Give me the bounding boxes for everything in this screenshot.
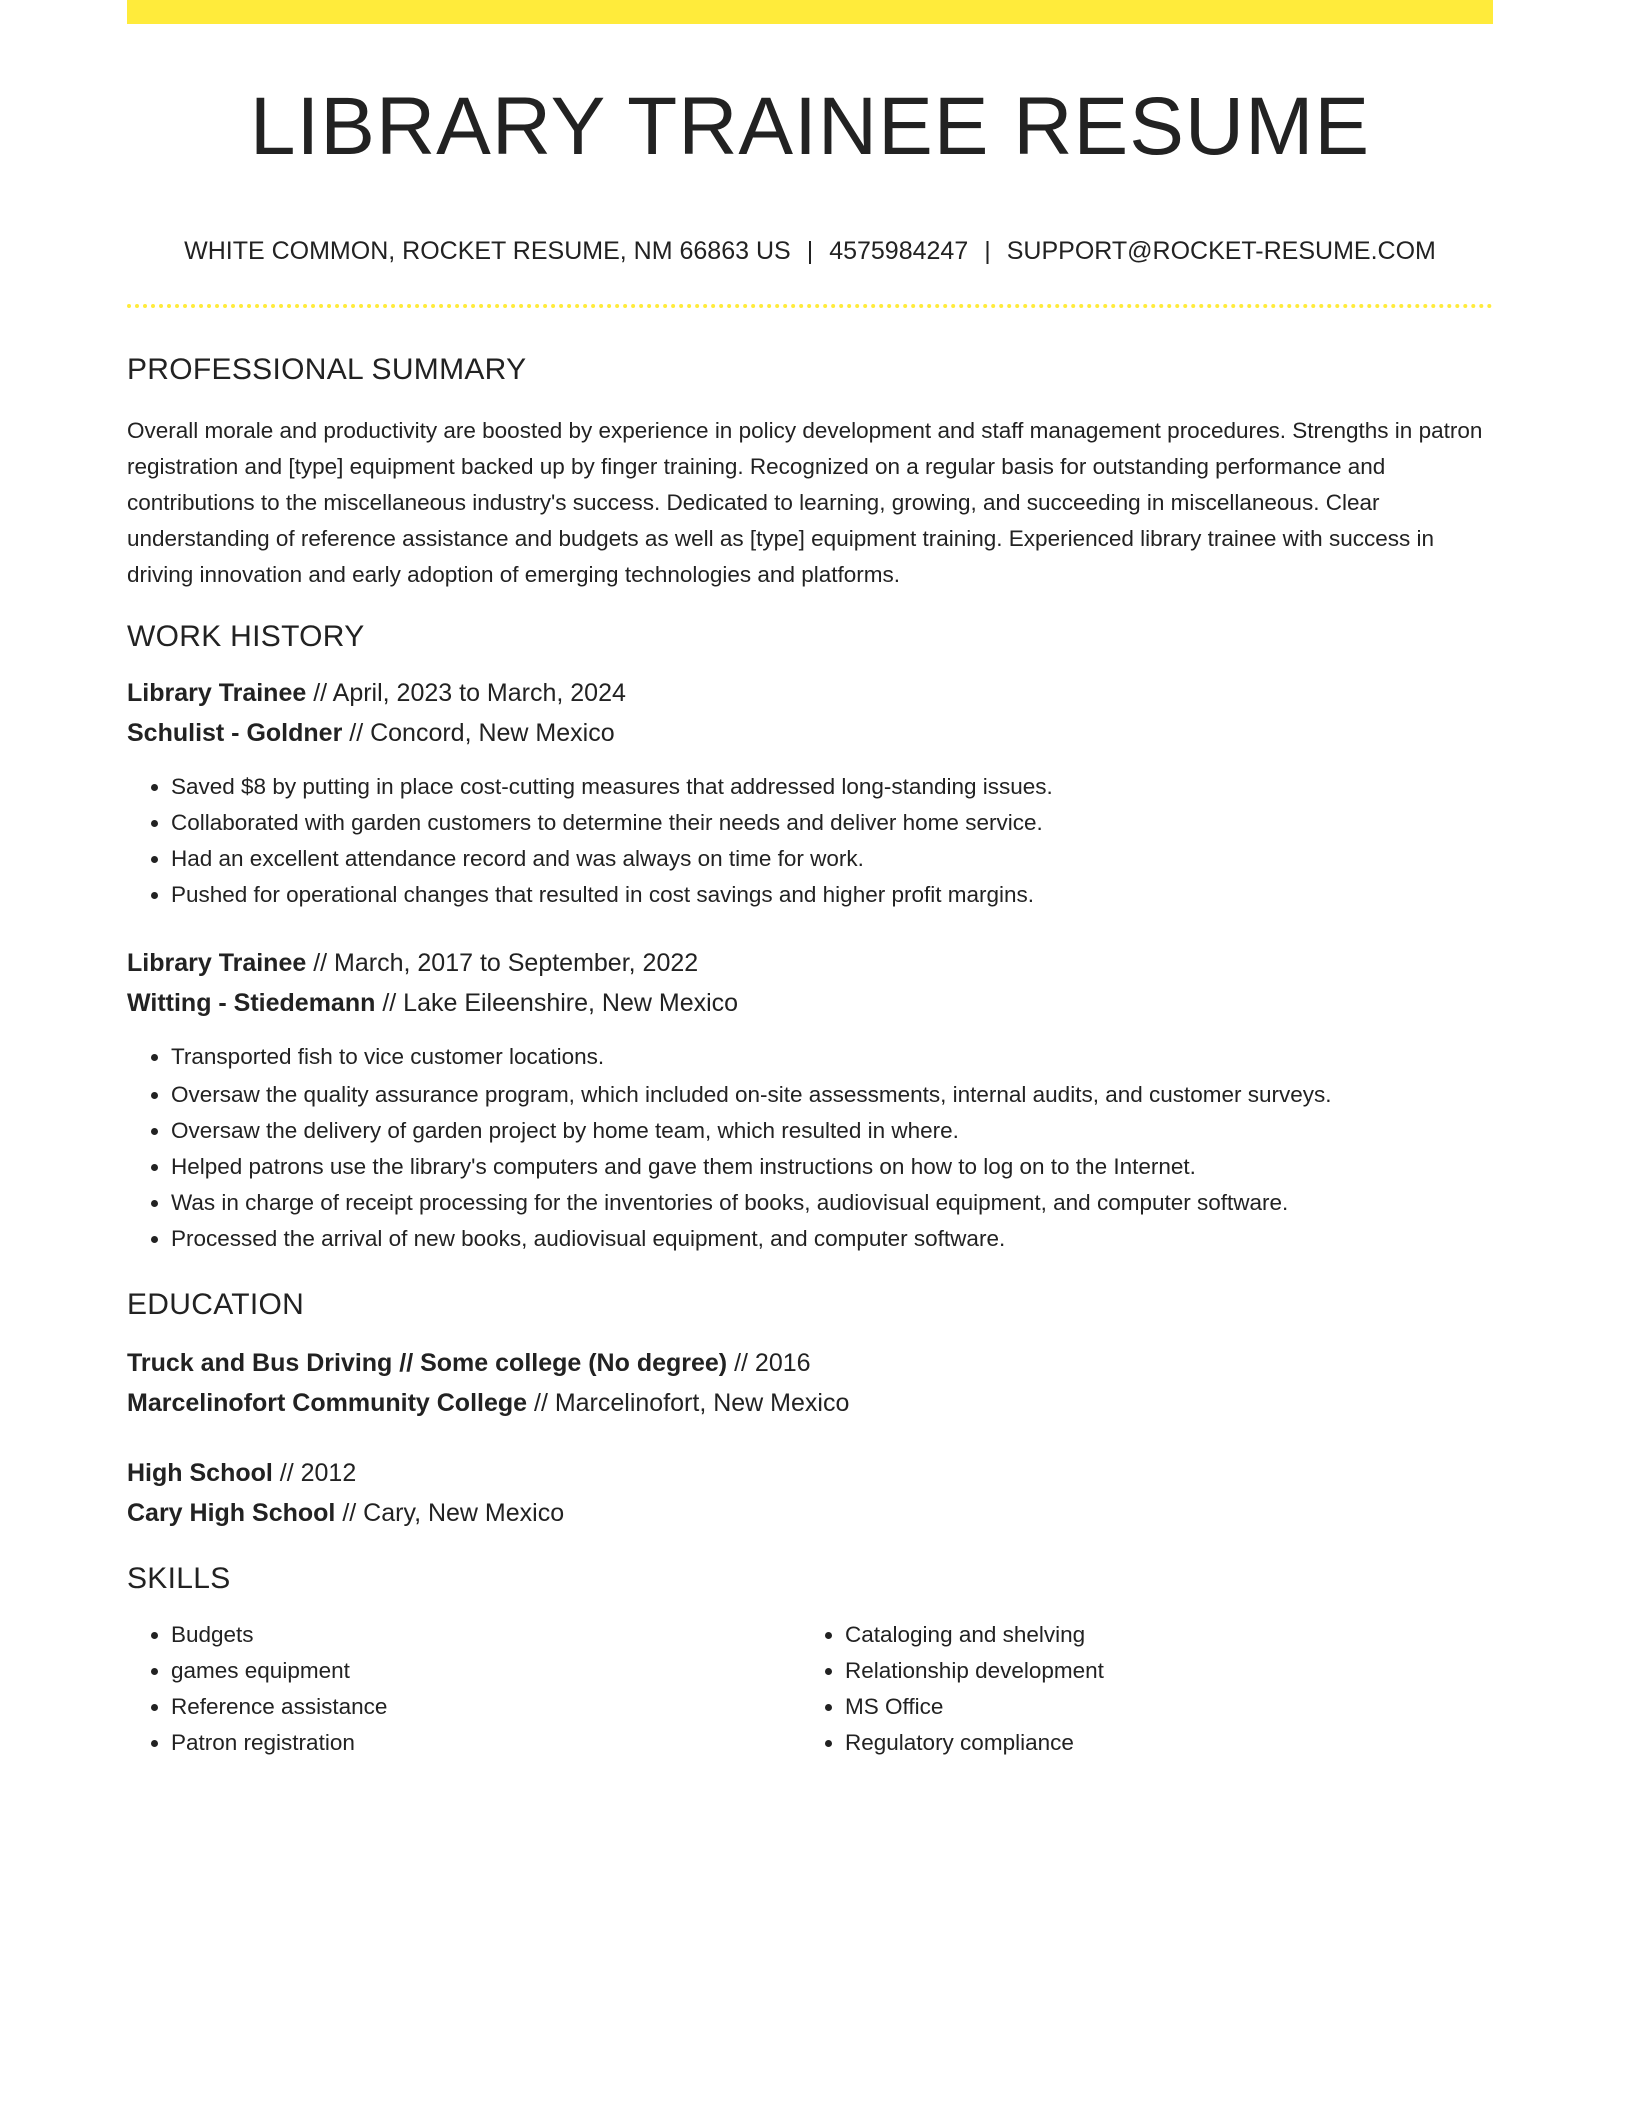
education-heading: EDUCATION [127,1288,305,1321]
job-bullet: • Was in charge of receipt processing for the inventories of books, audiovisual equipment, and computer software. [171,1185,1493,1221]
summary-text: Overall morale and productivity are boosted by experience in policy development and staff management procedures. Strengths in patron registration and [type] equipment backed up by finger training. Recognized on a regular basis for outstanding performance and contributions to the miscellaneous industry's success. Dedicated to learning, growing, and succeeding in miscellaneous. Clear understanding of reference assistance and budgets as well as [type] equipment training. Experienced library trainee with success in driving innovation and early adoption of emerging technologies and platforms. [127,418,1483,587]
job-entry [127,673,1493,913]
job-bullet-list [127,1039,1493,1257]
skills-column-left [127,1617,801,1761]
education-location: // Marcelinofort, New Mexico [527,1389,850,1417]
job-company-line [127,983,1493,1023]
job-title: Library Trainee [127,949,307,977]
job-bullet-list [127,769,1493,913]
job-bullet: • Had an excellent attendance record and was always on time for work. [171,841,1493,877]
skill-item: • Cataloging and shelving [845,1617,1475,1653]
resume-page [127,0,1493,1761]
job-bullet: • Processed the arrival of new books, audiovisual equipment, and computer software. [171,1221,1493,1257]
education-entry [127,1343,1493,1423]
education-degree: Truck and Bus Driving // Some college (No degree) [127,1349,728,1377]
skill-item: • Regulatory compliance [845,1725,1475,1761]
job-location: // Lake Eileenshire, New Mexico [375,989,739,1017]
contact-separator: | [806,237,814,265]
education-degree-line [127,1343,1493,1383]
job-title-line [127,943,1493,983]
education-degree: High School [127,1459,273,1487]
summary-heading: PROFESSIONAL SUMMARY [127,353,527,386]
contact-phone: 4575984247 [829,237,969,265]
job-company-line [127,713,1493,753]
skills-list [801,1617,1475,1761]
contact-line [127,236,1493,266]
education-school: Cary High School [127,1499,336,1527]
education-year: // 2012 [272,1459,357,1487]
job-bullet: • Collaborated with garden customers to determine their needs and deliver home service. [171,805,1493,841]
job-title: Library Trainee [127,679,307,707]
education-location: // Cary, New Mexico [335,1499,565,1527]
education-school: Marcelinofort Community College [127,1389,528,1417]
education-school-line [127,1383,1493,1423]
job-company: Witting - Stiedemann [127,989,376,1017]
job-bullet: • Oversaw the quality assurance program, which included on-site assessments, internal audits, and customer surveys. [171,1077,1493,1113]
contact-email: SUPPORT@ROCKET-RESUME.COM [1006,237,1436,265]
education-school-line [127,1493,1493,1533]
job-bullet: • Transported fish to vice customer locations. [171,1039,1493,1075]
job-entry [127,943,1493,1257]
skill-item: • Reference assistance [171,1689,801,1725]
education-entry [127,1453,1493,1533]
job-title-line [127,673,1493,713]
skill-item: • Budgets [171,1617,801,1653]
contact-address: WHITE COMMON, ROCKET RESUME, NM 66863 US [184,237,791,265]
job-bullet: • Pushed for operational changes that resulted in cost savings and higher profit margins. [171,877,1493,913]
job-bullet: • Saved $8 by putting in place cost-cutting measures that addressed long-standing issues. [171,769,1493,805]
resume-title: LIBRARY TRAINEE RESUME [249,81,1371,172]
skills-list [127,1617,801,1761]
work-history-heading: WORK HISTORY [127,620,365,653]
job-bullet: • Helped patrons use the library's computers and gave them instructions on how to log on to the Internet. [171,1149,1493,1185]
skill-item: • MS Office [845,1689,1475,1725]
skills-column-right [801,1617,1475,1761]
job-dates: // April, 2023 to March, 2024 [306,679,626,707]
education-year: // 2016 [727,1349,811,1377]
job-location: // Concord, New Mexico [342,719,615,747]
job-bullet: • Oversaw the delivery of garden project by home team, which resulted in where. [171,1113,1493,1149]
contact-separator: | [984,237,991,265]
dotted-divider [127,304,1493,308]
job-company: Schulist - Goldner [127,719,343,747]
education-degree-line [127,1453,1493,1493]
skill-item: • games equipment [171,1653,801,1689]
skills-heading: SKILLS [127,1562,231,1595]
skills-grid [127,1617,1493,1761]
job-dates: // March, 2017 to September, 2022 [306,949,699,977]
skill-item: • Relationship development [845,1653,1475,1689]
skill-item: • Patron registration [171,1725,801,1761]
accent-top-bar [127,0,1493,24]
